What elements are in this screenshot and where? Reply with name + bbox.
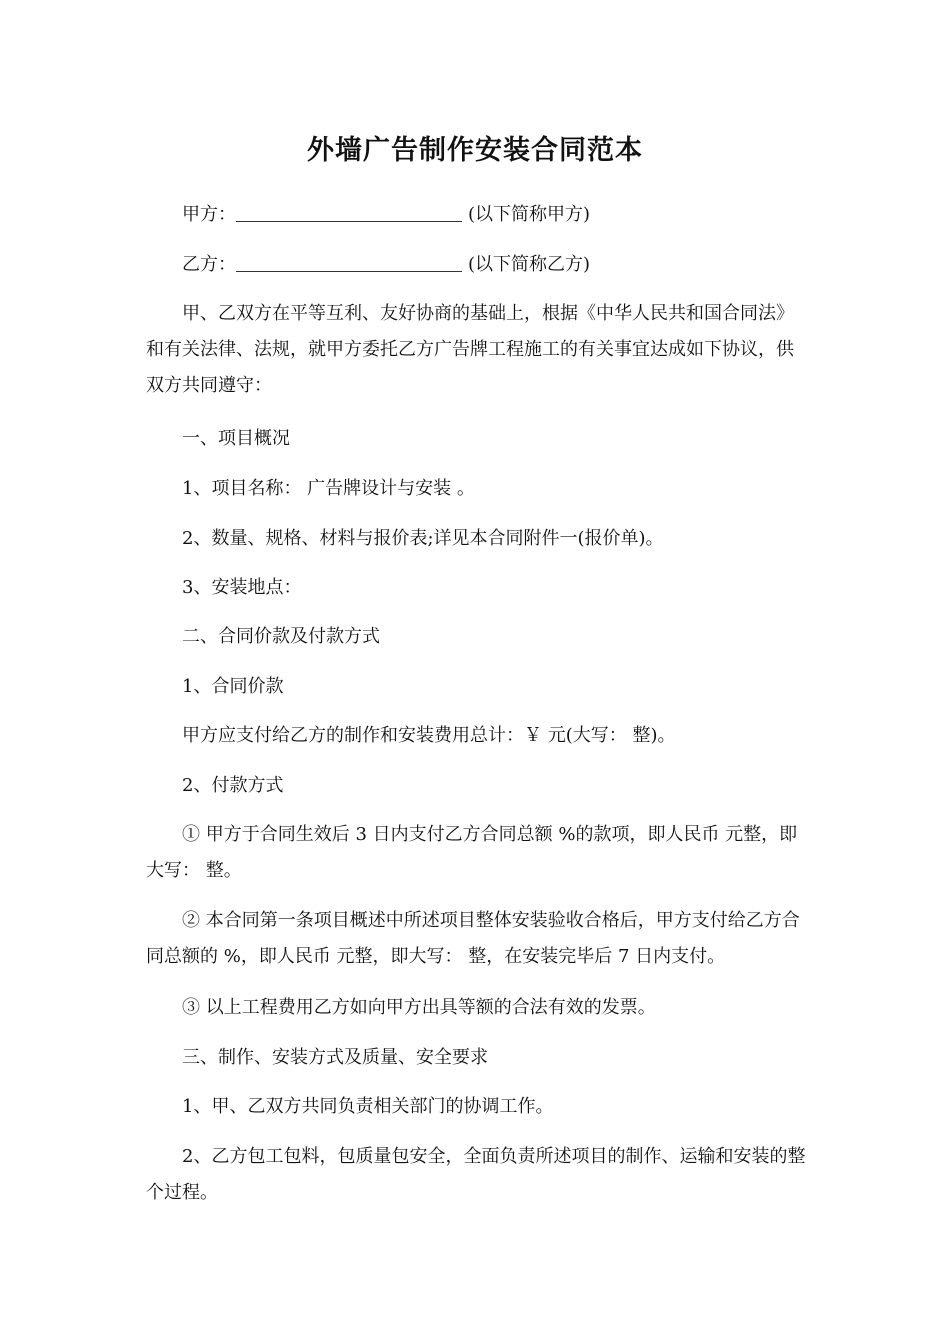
party-b-suffix: (以下简称乙方) [468, 254, 591, 275]
clause-coordination: 1、甲、乙双方共同负责相关部门的协调工作。 [182, 1096, 554, 1117]
document-title: 外墙广告制作安装合同范本 [307, 135, 643, 166]
clause-total-fee: 甲方应支付给乙方的制作和安装费用总计：￥ 元(大写： 整)。 [182, 725, 676, 746]
party-b-blank [236, 249, 462, 272]
party-a-suffix: (以下简称甲方) [468, 204, 591, 225]
section-3-heading: 三、制作、安装方式及质量、安全要求 [182, 1047, 488, 1068]
clause-location: 3、安装地点： [182, 577, 302, 598]
clause-payment-2: ② 本合同第一条项目概述中所述项目整体安装验收合格后，甲方支付给乙方合同总额的 %，即人民币 元整，即大写： 整，在安装完毕后 7 日内支付。 [146, 910, 800, 967]
party-a-label: 甲方： [182, 204, 236, 225]
clause-payment-method: 2、付款方式 [182, 775, 284, 796]
clause-quantity: 2、数量、规格、材料与报价表;详见本合同附件一(报价单)。 [182, 528, 664, 549]
clause-project-name: 1、项目名称： 广告牌设计与安装 。 [182, 478, 475, 499]
section-1-heading: 一、项目概况 [182, 428, 290, 449]
party-b-label: 乙方： [182, 254, 236, 275]
intro-paragraph: 甲、乙双方在平等互利、友好协商的基础上，根据《中华人民共和国合同法》和有关法律、法规，就甲方委托乙方广告牌工程施工的有关事宜达成如下协议，供双方共同遵守： [146, 303, 794, 396]
clause-payment-1: ① 甲方于合同生效后 3 日内支付乙方合同总额 %的款项，即人民币 元整，即大写： 整。 [146, 824, 798, 881]
party-b-line [182, 247, 590, 283]
clause-contractor-scope: 2、乙方包工包料，包质量包安全，全面负责所述项目的制作、运输和安装的整个过程。 [146, 1146, 806, 1203]
clause-contract-price: 1、合同价款 [182, 676, 284, 697]
section-2-heading: 二、合同价款及付款方式 [182, 626, 380, 647]
party-a-blank [236, 199, 462, 222]
party-a-line [182, 197, 590, 233]
clause-payment-3: ③ 以上工程费用乙方如向甲方出具等额的合法有效的发票。 [182, 997, 656, 1018]
